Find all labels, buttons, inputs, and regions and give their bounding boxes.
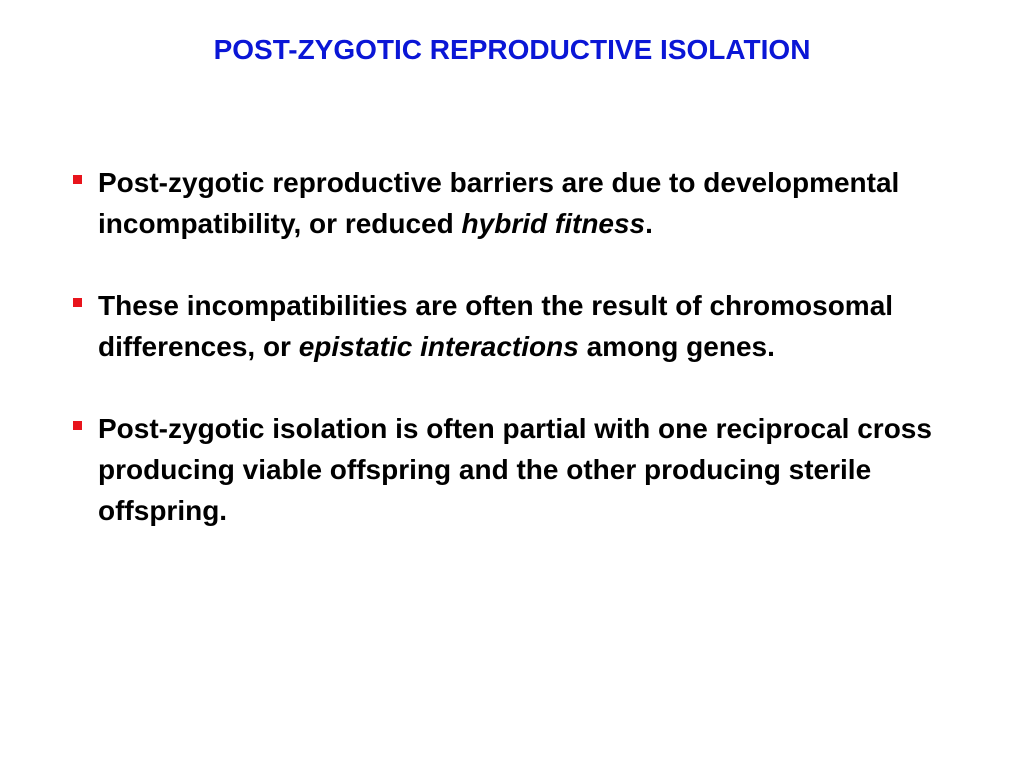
bullet-text xyxy=(98,167,899,239)
red-square-bullet-icon xyxy=(73,298,82,307)
red-square-bullet-icon xyxy=(73,175,82,184)
red-square-bullet-icon xyxy=(73,421,82,430)
bullet-text-end: among genes. xyxy=(578,331,775,362)
bullet-emphasis: epistatic interactions xyxy=(298,331,579,362)
bullet-text-end: . xyxy=(645,208,653,239)
bullet-item-hybrid-fitness xyxy=(70,162,970,244)
bullet-text-start: Post-zygotic isolation is often partial with one reciprocal cross producing viable offspring and the other producing sterile offspring. xyxy=(98,413,932,526)
bullet-item-epistatic-interactions xyxy=(70,285,970,367)
bullet-text-start: Post-zygotic reproductive barriers are due to developmental incompatibility, or reduced xyxy=(98,167,900,239)
page-title: POST-ZYGOTIC REPRODUCTIVE ISOLATION xyxy=(213,34,811,65)
bullet-list xyxy=(70,162,970,572)
bullet-emphasis: hybrid fitness xyxy=(461,208,646,239)
bullet-text-start: These incompatibilities are often the result of chromosomal differences, or xyxy=(98,290,894,362)
bullet-text xyxy=(98,290,893,362)
bullet-text xyxy=(98,413,932,526)
bullet-item-partial-isolation xyxy=(70,408,970,531)
